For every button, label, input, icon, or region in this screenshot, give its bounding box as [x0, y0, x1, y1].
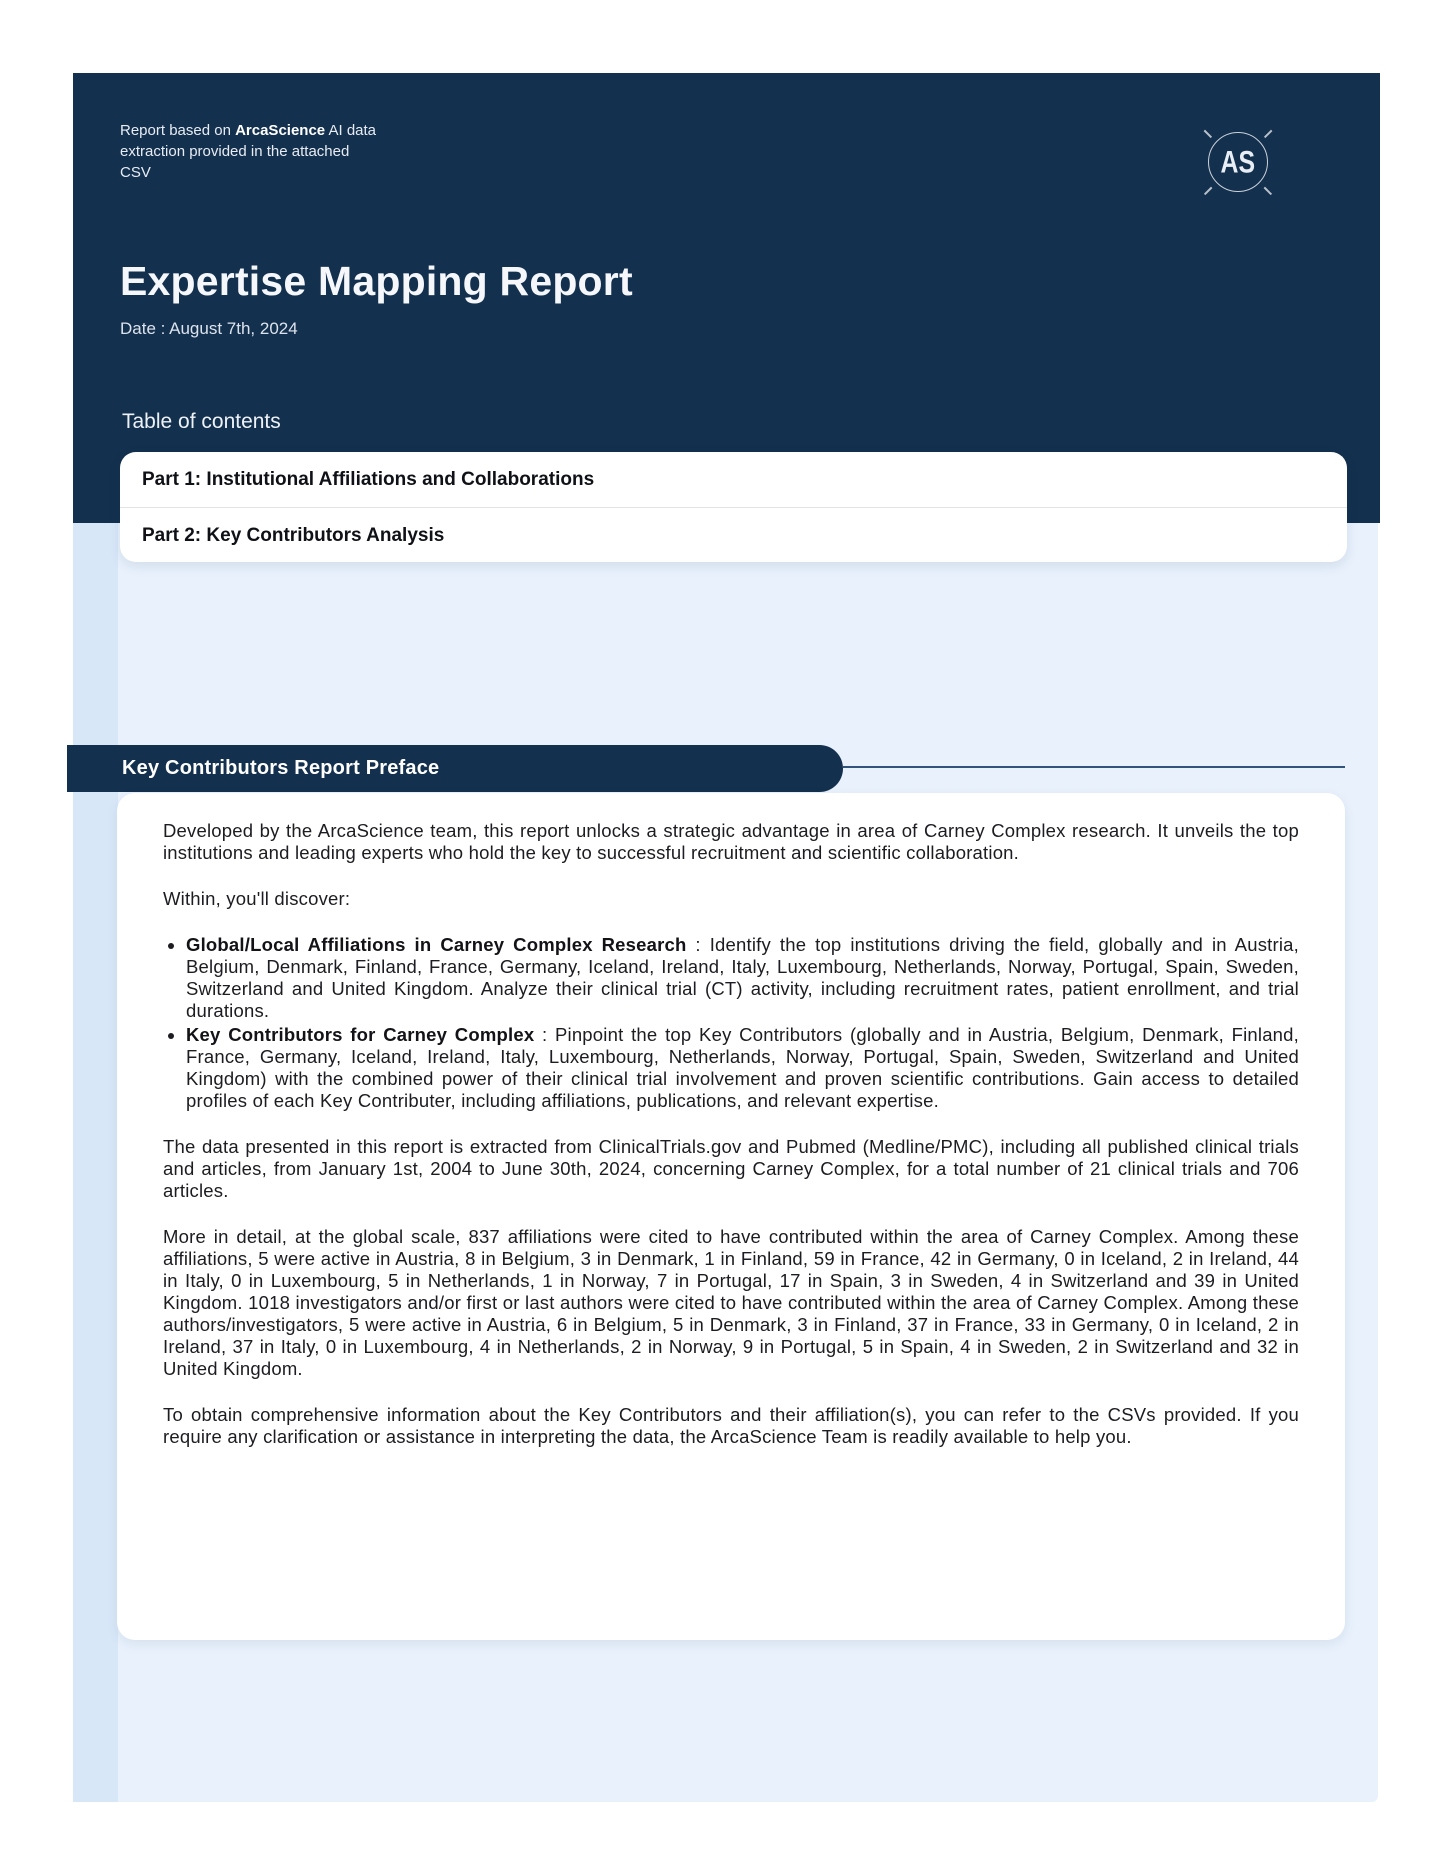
toc-item-part-1[interactable]: [120, 452, 1347, 507]
page-title: Expertise Mapping Report: [120, 258, 633, 304]
report-date: Date : August 7th, 2024: [120, 319, 298, 338]
discover-bullet-list: [163, 934, 1299, 1112]
bullet-item-key-contributors: [186, 1024, 1299, 1112]
toc-card: [120, 452, 1347, 562]
preface-intro-paragraph: Developed by the ArcaScience team, this report unlocks a strategic advantage in area of Carney Complex research. It unveils the top institutions and leading experts who hold the key to successful recruitment and scientific collaboration.: [163, 820, 1299, 863]
source-note: [120, 120, 382, 183]
arcascience-logo: [1205, 129, 1271, 195]
bullet-body: : Identify the top institutions driving the field, globally and in Austria, Belgium, Denmark, Finland, France, Germany, Iceland, Ireland, Italy, Luxembourg, Netherlands, Norway, Portugal, Spain, Sweden, Switzerland and United Kingdom. Analyze their clinical trial (CT) activity, including recruitment rates, patient enrollment, and trial durations.: [186, 934, 1299, 1021]
logo-tick-icon: [1264, 130, 1272, 138]
brand-name: ArcaScience: [235, 122, 326, 139]
discover-heading: Within, you'll discover:: [163, 888, 351, 909]
detail-paragraph: More in detail, at the global scale, 837 affiliations were cited to have contributed within the area of Carney Complex. Among these affiliations, 5 were active in Austria, 8 in Belgium, 3 in Denmark, 1 in Finland, 59 in France, 42 in Germany, 0 in Iceland, 2 in Ireland, 44 in Italy, 0 in Luxembourg, 5 in Netherlands, 1 in Norway, 7 in Portugal, 17 in Spain, 3 in Sweden, 4 in Switzerland and 39 in United Kingdom. 1018 investigators and/or first or last authors were cited to have contributed within the area of Carney Complex. Among these authors/investigators, 5 were active in Austria, 6 in Belgium, 5 in Denmark, 3 in Finland, 37 in France, 33 in Germany, 0 in Iceland, 2 in Ireland, 37 in Italy, 0 in Luxembourg, 4 in Netherlands, 2 in Norway, 9 in Portugal, 5 in Spain, 4 in Sweden, 2 in Switzerland and 32 in United Kingdom.: [163, 1226, 1299, 1379]
bullet-item-affiliations: [186, 934, 1299, 1022]
bullet-lead: Global/Local Affiliations in Carney Complex Research: [186, 934, 687, 955]
preface-banner: [67, 745, 843, 792]
logo-tick-icon: [1264, 186, 1272, 194]
bullet-lead: Key Contributors for Carney Complex: [186, 1024, 535, 1045]
toc-heading: Table of contents: [122, 410, 281, 433]
logo-tick-icon: [1204, 130, 1212, 138]
logo-tick-icon: [1204, 186, 1212, 194]
logo-monogram: AS: [1220, 143, 1256, 180]
source-note-prefix: Report based on: [120, 122, 236, 139]
closing-paragraph: To obtain comprehensive information about the Key Contributors and their affiliation(s), you can refer to the CSVs provided. If you require any clarification or assistance in interpreting the data, the ArcaScience Team is readily available to help you.: [163, 1404, 1299, 1447]
logo-circle-icon: [1208, 132, 1268, 192]
toc-item-part-2[interactable]: [120, 508, 1347, 562]
preface-banner-title: Key Contributors Report Preface: [122, 757, 440, 779]
bullet-body: : Pinpoint the top Key Contributors (globally and in Austria, Belgium, Denmark, Finland, France, Germany, Iceland, Ireland, Italy, Luxembourg, Netherlands, Norway, Portugal, Spain, Sweden, Switzerland and United Kingdom) with the combined power of their clinical trial involvement and proven scientific contributions. Gain access to detailed profiles of each Key Contributer, including affiliations, publications, and relevant expertise.: [186, 1024, 1300, 1111]
toc-item-label: Part 2: Key Contributors Analysis: [142, 524, 445, 546]
data-scope-paragraph: The data presented in this report is extracted from ClinicalTrials.gov and Pubmed (Medline/PMC), including all published clinical trials and articles, from January 1st, 2004 to June 30th, 2024, concerning Carney Complex, for a total number of 21 clinical trials and 706 articles.: [163, 1136, 1299, 1201]
toc-item-label: Part 1: Institutional Affiliations and Collaborations: [142, 468, 595, 490]
source-note-suffix: AI data extraction provided in the attached CSV: [120, 122, 377, 181]
left-accent-strip: [73, 523, 118, 1802]
preface-card: [117, 793, 1345, 1640]
banner-rule: [843, 766, 1345, 768]
